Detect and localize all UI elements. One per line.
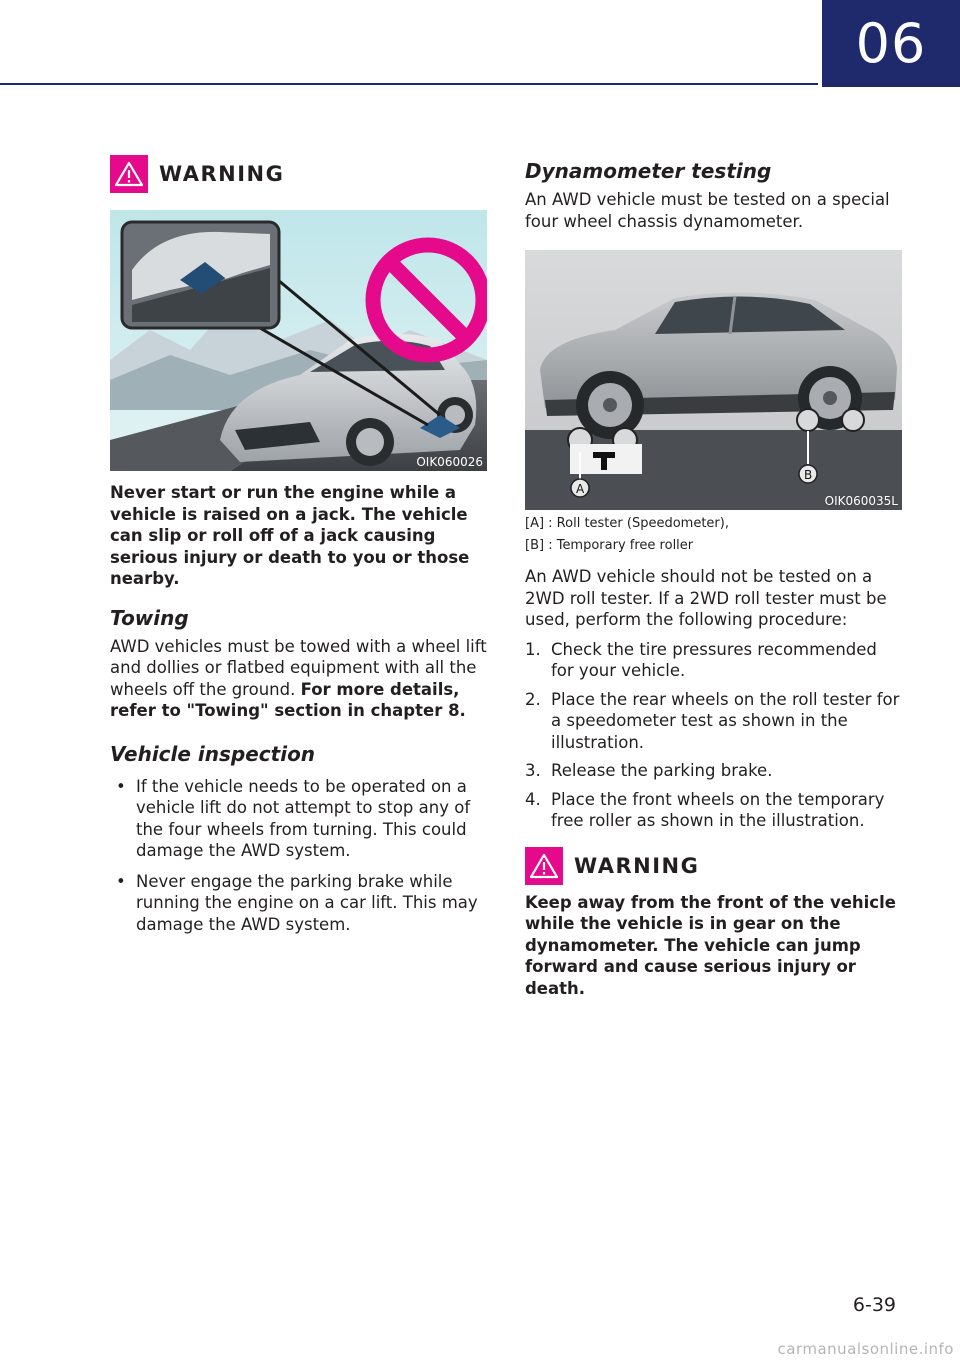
- step-text: Release the parking brake.: [551, 761, 773, 780]
- list-item: • If the vehicle needs to be operated on a vehicle lift do not attempt to stop any of the four wheels from turning. This could damage the AWD system.: [110, 776, 488, 862]
- procedure-steps: [525, 639, 903, 832]
- warning-icon: [525, 847, 563, 885]
- towing-reference: For more details, refer to "Towing" section in chapter 8.: [110, 679, 466, 720]
- figure-code: OIK060026: [416, 455, 483, 469]
- towing-heading: Towing: [110, 605, 189, 630]
- header-rule: [0, 83, 818, 85]
- warning-label: WARNING: [574, 853, 700, 878]
- dyno-paragraph: An AWD vehicle should not be tested on a 2WD roll tester. If a 2WD roll tester must be used, perform the following procedure:: [525, 567, 887, 629]
- step-number: 1.: [525, 639, 541, 659]
- watermark: carmanualsonline.info: [777, 1340, 954, 1358]
- step-number: 4.: [525, 789, 541, 809]
- towing-text: [110, 636, 488, 722]
- towing-body: AWD vehicles must be towed with a wheel lift and dollies or flatbed equipment with all the wheels off the ground.: [110, 636, 487, 699]
- label-a-text: A: [576, 482, 585, 496]
- inspection-heading: Vehicle inspection: [110, 741, 316, 766]
- step-text: Place the rear wheels on the roll tester for a speedometer test as shown in the illustration.: [551, 689, 900, 752]
- figure-code: OIK060035L: [824, 494, 898, 508]
- label-b-text: B: [804, 468, 813, 482]
- list-item: [525, 689, 903, 754]
- step-number: 3.: [525, 761, 541, 780]
- right-column: [525, 150, 903, 999]
- list-item: [525, 760, 903, 782]
- dyno-warning-text: Keep away from the front of the vehicle while the vehicle is in gear on the dynamometer. The vehicle can jump forward and cause serious injury or death.: [525, 892, 896, 998]
- dynamometer-illustration: [525, 250, 902, 510]
- dyno-heading: Dynamometer testing: [525, 159, 772, 183]
- caption-b: [B] : Temporary free roller: [525, 538, 694, 553]
- step-text: Check the tire pressures recommended for your vehicle.: [551, 639, 877, 680]
- inspection-list: [110, 776, 488, 936]
- list-item: [525, 789, 903, 832]
- warning-heading: [525, 842, 903, 890]
- list-item: [525, 639, 903, 682]
- warning-icon: [110, 155, 148, 193]
- caption-a: [A] : Roll tester (Speedometer),: [525, 516, 729, 531]
- list-item: • Never engage the parking brake while running the engine on a car lift. This may damage the AWD system.: [110, 871, 488, 936]
- step-number: 2.: [525, 689, 541, 709]
- jack-warning-text: Never start or run the engine while a vehicle is raised on a jack. The vehicle can slip or roll off of a jack causing serious injury or death to you or those nearby.: [110, 483, 470, 588]
- step-text: Place the front wheels on the temporary free roller as shown in the illustration.: [551, 789, 885, 830]
- dyno-intro: An AWD vehicle must be tested on a special four wheel chassis dynamometer.: [525, 190, 890, 231]
- chapter-tab: 06: [822, 0, 960, 87]
- left-column: [110, 150, 488, 944]
- warning-label: WARNING: [159, 162, 285, 186]
- warning-heading: [110, 150, 488, 198]
- page-number: 6-39: [852, 1294, 896, 1316]
- jack-warning-illustration: [110, 210, 487, 471]
